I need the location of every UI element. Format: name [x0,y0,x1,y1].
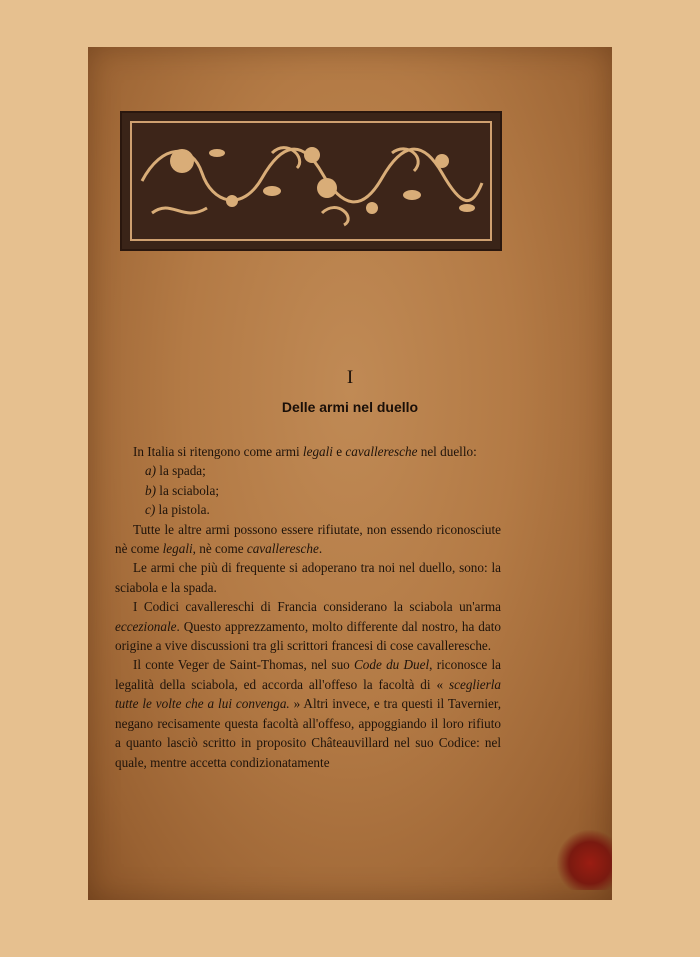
red-stain [557,830,612,890]
list-item: a) la spada; [145,463,206,479]
body-text [115,442,501,772]
paragraph-intro: In Italia si ritengono come armi legali e cavalleresche nel duello: [133,444,477,459]
paragraph-5: Il conte Veger de Saint-Thomas, nel suo Code du Duel, riconosce la legalità della sciabola, ed accorda all'offeso la facoltà di « sceglierla tutte le volte che a lui convenga. » Altri invece, e tra questi il Tavernier, negano recisamente questa facoltà all'offeso, appoggiando il loro rifiuto a quanto lasciò scritto in proposito Châteauvillard nel suo Codice: nel quale, mentre accetta condizionatamente [115,657,501,770]
list-item: b) la sciabola; [145,482,219,498]
chapter-number: I [346,367,354,388]
list-item: c) la pistola. [145,502,210,518]
paragraph-4: I Codici cavallereschi di Francia considerano la sciabola un'arma eccezionale. Questo apprezzamento, molto differente dal nostro, ha dato origine a vive discussioni tra gli scrittori francesi di cose cavalleresche. [115,599,501,654]
floral-scroll-icon [122,113,500,249]
book-page [88,47,612,900]
paragraph-3: Le armi che più di frequente si adoperano tra noi nel duello, sono: la sciabola e la spada. [115,560,501,595]
decorative-header-ornament [120,111,502,251]
paragraph-2: Tutte le altre armi possono essere rifiutate, non essendo riconosciute nè come legali, nè come cavalleresche. [115,521,501,557]
chapter-title: Delle armi nel duello [281,399,419,415]
